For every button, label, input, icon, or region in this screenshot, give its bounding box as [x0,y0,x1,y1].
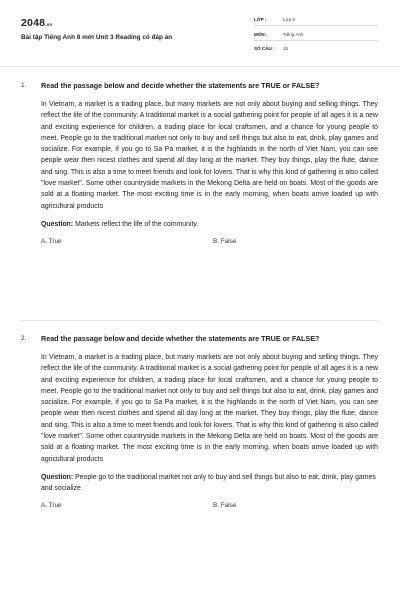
meta-count-value: 15 [283,46,289,51]
site-logo[interactable] [21,17,52,29]
answer-options [41,238,378,248]
meta-class-value: Lớp 8 [283,17,295,22]
question-statement [41,219,378,230]
option-b[interactable]: B. False [213,237,237,245]
reading-passage: In Vietnam, a market is a trading place, but many markets are not only about buying and selling things. They reflect the life of the community. A traditional market is a social gathering point for people of all ages it is a new and exciting experience for children, a trading place for local craftsmen, and a chance for young people to meet. People go to the traditional market not only to buy and sell things but also to eat, drink, play games and socialize. For example, if you go to Sa Pa market, it is the highlands in the north of Viet Nam, you can see people wear then nicest clothes and spend all day long at the market. They buy things, play the flute, dance and sing. This is also a time to meet friends and look for lovers. That is why this kind of gathering is also called "love market". Some other countryside markets in the Mekong Delta are held on boats. Most of the goods are sold at a floating market. The most exciting time is in the early morning, when boats arrive loaded up with agricultural products [41,354,378,463]
document-title: Bài tập Tiếng Anh 8 mới Unit 3 Reading có đáp án [21,34,173,41]
header-divider [0,66,400,67]
question-separator [21,320,378,321]
answer-options [41,502,378,512]
question-text: People go to the traditional market not only to buy and sell things but also to eat, drink, play games and socialize. [41,473,376,492]
option-a[interactable]: A. True [41,237,62,245]
logo-text: 2048 [21,17,46,29]
option-a[interactable]: A. True [41,501,62,509]
logo-suffix: .vn [45,22,53,27]
question-text: Markets reflect the life of the community. [75,220,199,228]
question-label: Question: [41,220,74,228]
meta-class-label: LỚP : [254,17,267,22]
question-number: 2. [21,335,27,342]
question-label: Question: [41,473,74,481]
page-header [0,0,400,68]
question-number: 1. [21,82,27,89]
question-block-2 [21,333,378,512]
meta-subject-label: MÔN : [254,32,268,37]
meta-divider [254,40,378,41]
meta-subject-value: Tiếng Anh [283,32,304,37]
question-block-1 [21,80,378,248]
meta-count-label: SỐ CÂU : [254,46,275,51]
question-statement [41,472,378,494]
question-heading: Read the passage below and decide whether the statements are TRUE or FALSE? [41,334,320,343]
option-b[interactable]: B. False [213,501,237,509]
question-heading: Read the passage below and decide whether the statements are TRUE or FALSE? [41,81,320,90]
meta-divider [254,25,378,26]
reading-passage: In Vietnam, a market is a trading place, but many markets are not only about buying and selling things. They reflect the life of the community. A traditional market is a social gathering point for people of all ages it is a new and exciting experience for children, a trading place for local craftsmen, and a chance for young people to meet. People go to the traditional market not only to buy and sell things but also to eat, drink, play games and socialize. For example, if you go to Sa Pa market, it is the highlands in the north of Viet Nam, you can see people wear then nicest clothes and spend all day long at the market. They buy things, play the flute, dance and sing. This is also a time to meet friends and look for lovers. That is why this kind of gathering is also called "love market". Some other countryside markets in the Mekong Delta are held on boats. Most of the goods are sold at a floating market. The most exciting time is in the early morning, when boats arrive loaded up with agricultural products [41,101,378,210]
